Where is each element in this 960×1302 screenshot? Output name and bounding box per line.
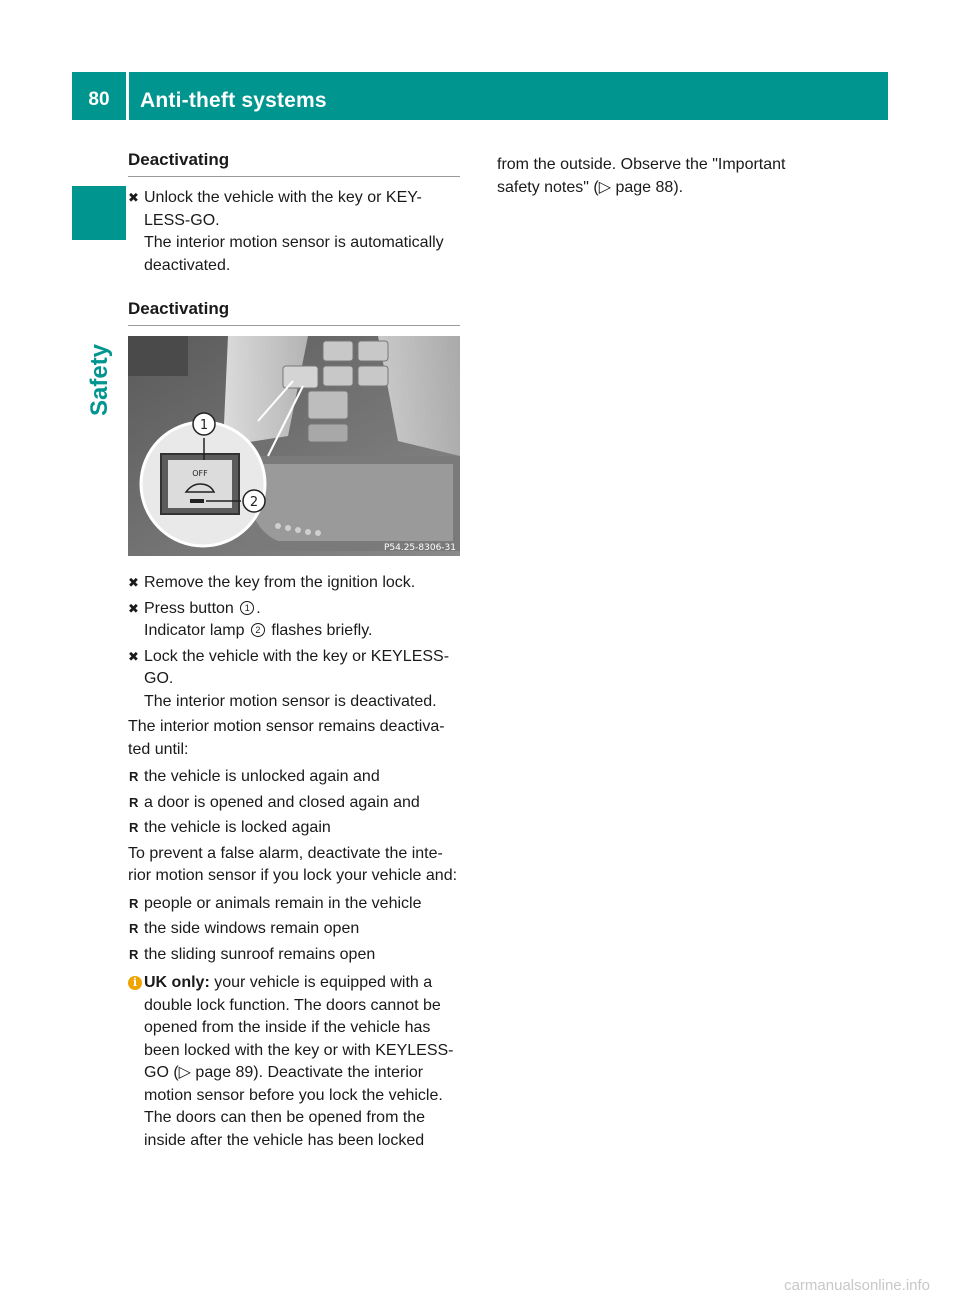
instruction-step xyxy=(128,646,460,714)
watermark: carmanualsonline.info xyxy=(784,1277,930,1294)
paragraph: To prevent a false alarm, deactivate the inte-rior motion sensor if you lock your vehicle and: xyxy=(128,844,458,884)
side-tab-block xyxy=(72,186,126,240)
list-item-text: the side windows remain open xyxy=(144,920,360,937)
list-item xyxy=(128,944,460,967)
step-text-end: . xyxy=(256,599,261,617)
paragraph: from the outside. Observe the "Important safety notes" (▷ page 88). xyxy=(497,156,786,196)
instruction-step xyxy=(128,572,460,595)
step-text: Press button xyxy=(144,599,239,617)
bullet-marker: R xyxy=(129,946,139,962)
bullet-marker: R xyxy=(129,895,139,911)
step-text: Unlock the vehicle with the key or KEY- xyxy=(144,189,422,206)
list-item xyxy=(128,918,460,941)
callout-ref-icon: 1 xyxy=(240,601,254,615)
bullet-marker: R xyxy=(129,769,139,784)
info-note-label: UK only: xyxy=(144,974,210,991)
list-item xyxy=(128,817,460,840)
step-text: Lock the vehicle with the key or KEYLESS-GO. xyxy=(144,647,450,687)
figure-callout-2: 2 xyxy=(249,495,259,510)
page-title: Anti-theft systems xyxy=(140,89,327,112)
figure-code: P54.25-8306-31 xyxy=(383,543,456,553)
step-result: The interior motion sensor is deactivated. xyxy=(144,692,437,710)
callout-ref-icon: 2 xyxy=(251,623,265,637)
list-item-text: a door is opened and closed again and xyxy=(144,793,420,811)
list-item xyxy=(128,893,460,916)
list-item-text: the vehicle is unlocked again and xyxy=(144,768,380,785)
info-icon: i xyxy=(128,976,142,990)
left-column xyxy=(128,150,460,1152)
list-item-text: the sliding sunroof remains open xyxy=(144,945,376,963)
list-item xyxy=(128,792,460,815)
info-note xyxy=(128,972,460,1152)
overhead-control-panel-figure xyxy=(128,336,460,556)
figure-button-label: OFF xyxy=(192,469,208,478)
info-note-text: your vehicle is equipped with a double lock function. The doors cannot be opened from the inside if the vehicle has been locked with the key or with KEYLESS-GO (▷ page 89). Deactivate the interior motion sensor before you lock the vehicle. The doors can then be opened from the inside after the vehicle has been locked xyxy=(144,974,454,1149)
step-arrow-icon: ✖ xyxy=(128,575,139,590)
step-text: Remove the key from the ignition lock. xyxy=(144,574,416,591)
bullet-marker: R xyxy=(129,921,139,936)
instruction-step xyxy=(128,187,460,277)
header-divider xyxy=(126,72,129,120)
step-result: Indicator lamp xyxy=(144,622,249,639)
page-number: 80 xyxy=(88,89,110,110)
step-arrow-icon: ✖ xyxy=(128,600,139,616)
list-item-text: the vehicle is locked again xyxy=(144,819,331,836)
side-tab-label: Safety xyxy=(86,343,113,417)
bullet-marker: R xyxy=(129,794,139,810)
instruction-step xyxy=(128,598,460,643)
bullet-marker: R xyxy=(129,820,139,835)
step-arrow-icon: ✖ xyxy=(128,190,139,205)
step-text-continued: LESS-GO. xyxy=(144,211,220,229)
section-heading: Deactivating xyxy=(128,299,460,326)
paragraph: The interior motion sensor remains deactiva-ted until: xyxy=(128,718,445,758)
right-column xyxy=(497,154,827,204)
step-result-end: flashes briefly. xyxy=(266,622,373,639)
step-result: The interior motion sensor is automatically deactivated. xyxy=(144,234,444,274)
list-item-text: people or animals remain in the vehicle xyxy=(144,894,422,912)
step-arrow-icon: ✖ xyxy=(128,648,139,664)
list-item xyxy=(128,766,460,789)
figure-callout-1: 1 xyxy=(199,418,209,433)
section-heading: Deactivating xyxy=(128,150,460,177)
